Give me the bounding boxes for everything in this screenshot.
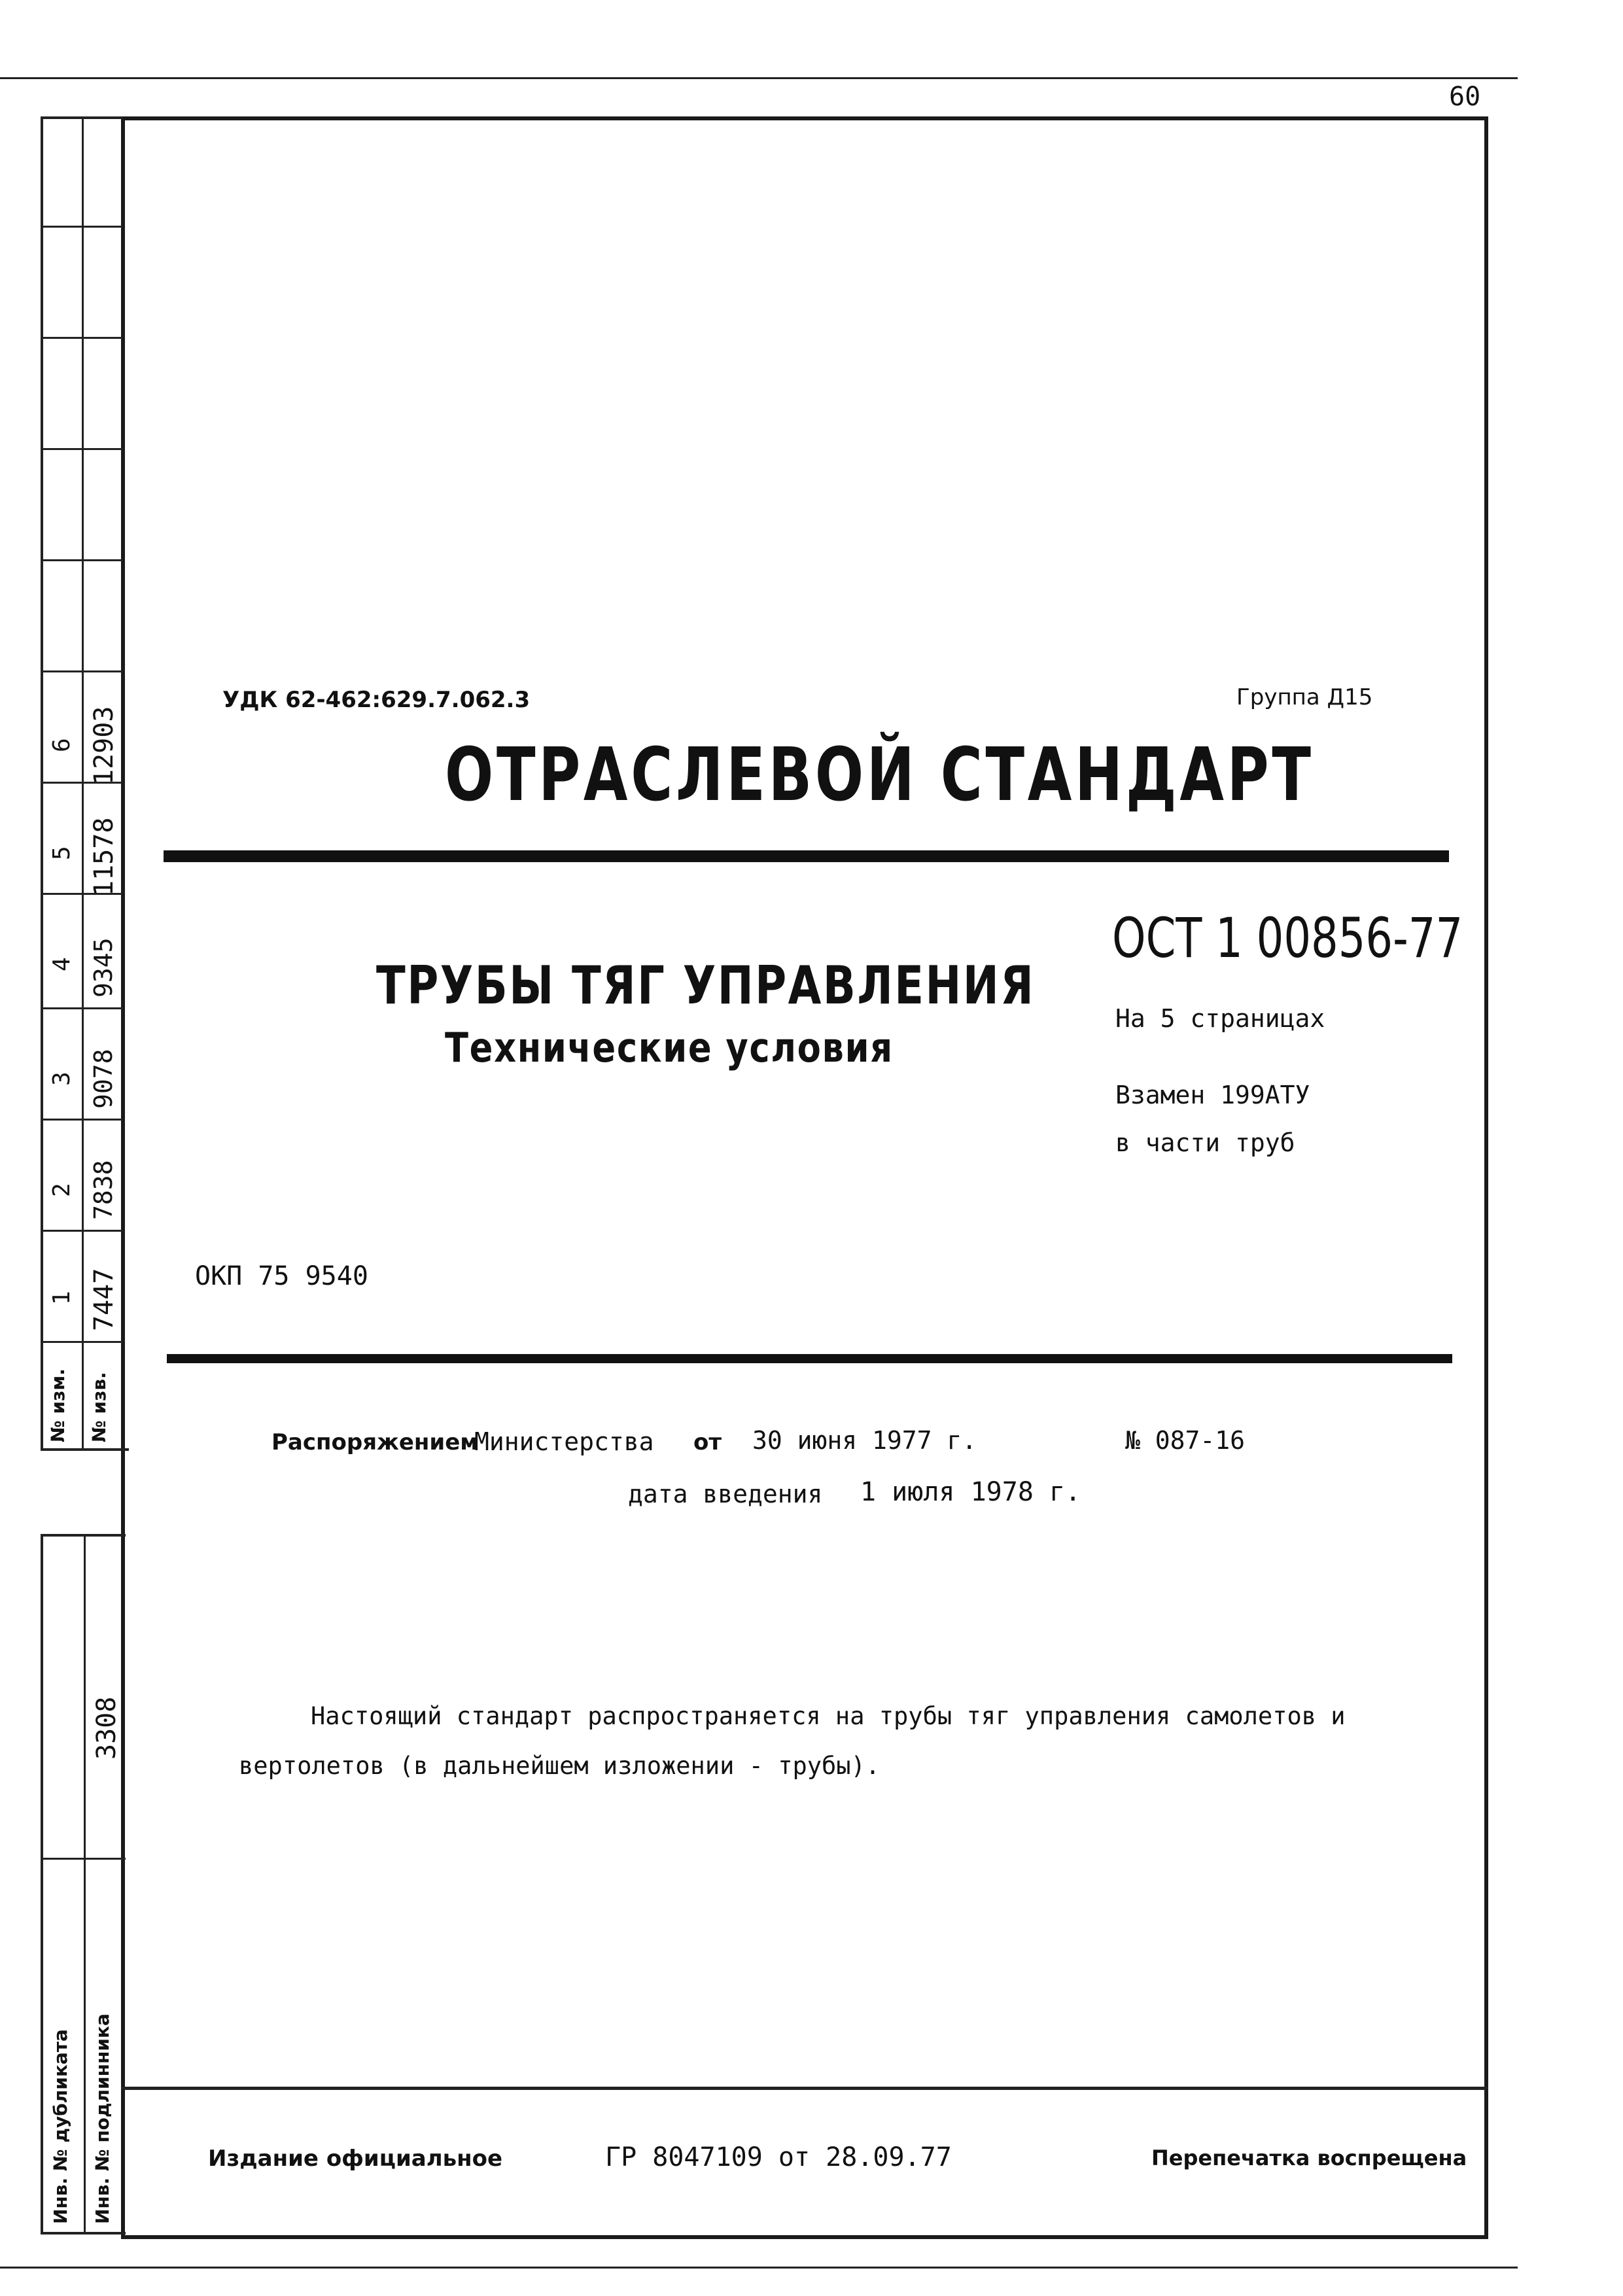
body-line-2: вертолетов (в дальнейшем изложении - трубы). bbox=[239, 1752, 881, 1780]
order-number: № 087-16 bbox=[1125, 1426, 1246, 1455]
bottom-rule bbox=[0, 2267, 1518, 2269]
original-label: Инв. № подлинника bbox=[92, 2013, 113, 2224]
doc-no: 9078 bbox=[89, 1049, 118, 1109]
doc-code: ОСТ 1 00856-77 bbox=[1112, 906, 1463, 970]
change-no: 3 bbox=[48, 1071, 75, 1086]
footer-rule bbox=[121, 2087, 1488, 2090]
order-label: Распоряжением bbox=[271, 1429, 479, 1455]
replaces-line2: в части труб bbox=[1115, 1128, 1295, 1157]
change-no: 1 bbox=[48, 1291, 75, 1305]
doc-no: 11578 bbox=[89, 817, 119, 896]
doc-no-label: № изв. bbox=[88, 1372, 110, 1442]
change-no: 5 bbox=[48, 846, 75, 860]
order-from: от bbox=[693, 1429, 722, 1455]
page-title: ОТРАСЛЕВОЙ СТАНДАРТ bbox=[445, 733, 1314, 818]
registration: ГР 8047109 от 28.09.77 bbox=[605, 2142, 952, 2172]
doc-no: 9345 bbox=[89, 937, 118, 998]
doc-subheading: Технические условия bbox=[445, 1024, 894, 1071]
body-rule bbox=[167, 1354, 1452, 1363]
doc-no: 7838 bbox=[89, 1160, 118, 1220]
change-no: 6 bbox=[48, 738, 75, 752]
change-no: 4 bbox=[48, 957, 75, 971]
order-ministry: Министерства bbox=[474, 1427, 654, 1456]
udk-code: УДК 62-462:629.7.062.3 bbox=[222, 687, 531, 713]
body-line-1: Настоящий стандарт распространяется на трубы тяг управления самолетов и bbox=[311, 1702, 1346, 1730]
doc-heading: ТРУБЫ ТЯГ УПРАВЛЕНИЯ bbox=[376, 955, 1036, 1016]
edition-label: Издание официальное bbox=[208, 2146, 503, 2172]
inventory-original-no: 3308 bbox=[92, 1696, 122, 1760]
page-count: На 5 страницах bbox=[1115, 1004, 1325, 1033]
intro-label: дата введения bbox=[628, 1480, 823, 1508]
doc-no: 7447 bbox=[89, 1268, 119, 1331]
okp-code: ОКП 75 9540 bbox=[195, 1261, 368, 1291]
page-number: 60 bbox=[1449, 82, 1481, 112]
replaces-line1: Взамен 199АТУ bbox=[1115, 1081, 1310, 1109]
doc-no: 12903 bbox=[89, 706, 119, 785]
group-code: Группа Д15 bbox=[1236, 684, 1373, 710]
duplicate-label: Инв. № дубликата bbox=[50, 2029, 71, 2224]
change-no-label: № изм. bbox=[47, 1368, 69, 1442]
change-no: 2 bbox=[48, 1183, 75, 1197]
header-rule bbox=[164, 850, 1449, 862]
top-rule bbox=[0, 77, 1518, 79]
reprint-notice: Перепечатка воспрещена bbox=[1151, 2146, 1467, 2170]
intro-date: 1 июля 1978 г. bbox=[860, 1477, 1081, 1507]
page-frame bbox=[121, 116, 1488, 2239]
order-date: 30 июня 1977 г. bbox=[752, 1426, 977, 1455]
